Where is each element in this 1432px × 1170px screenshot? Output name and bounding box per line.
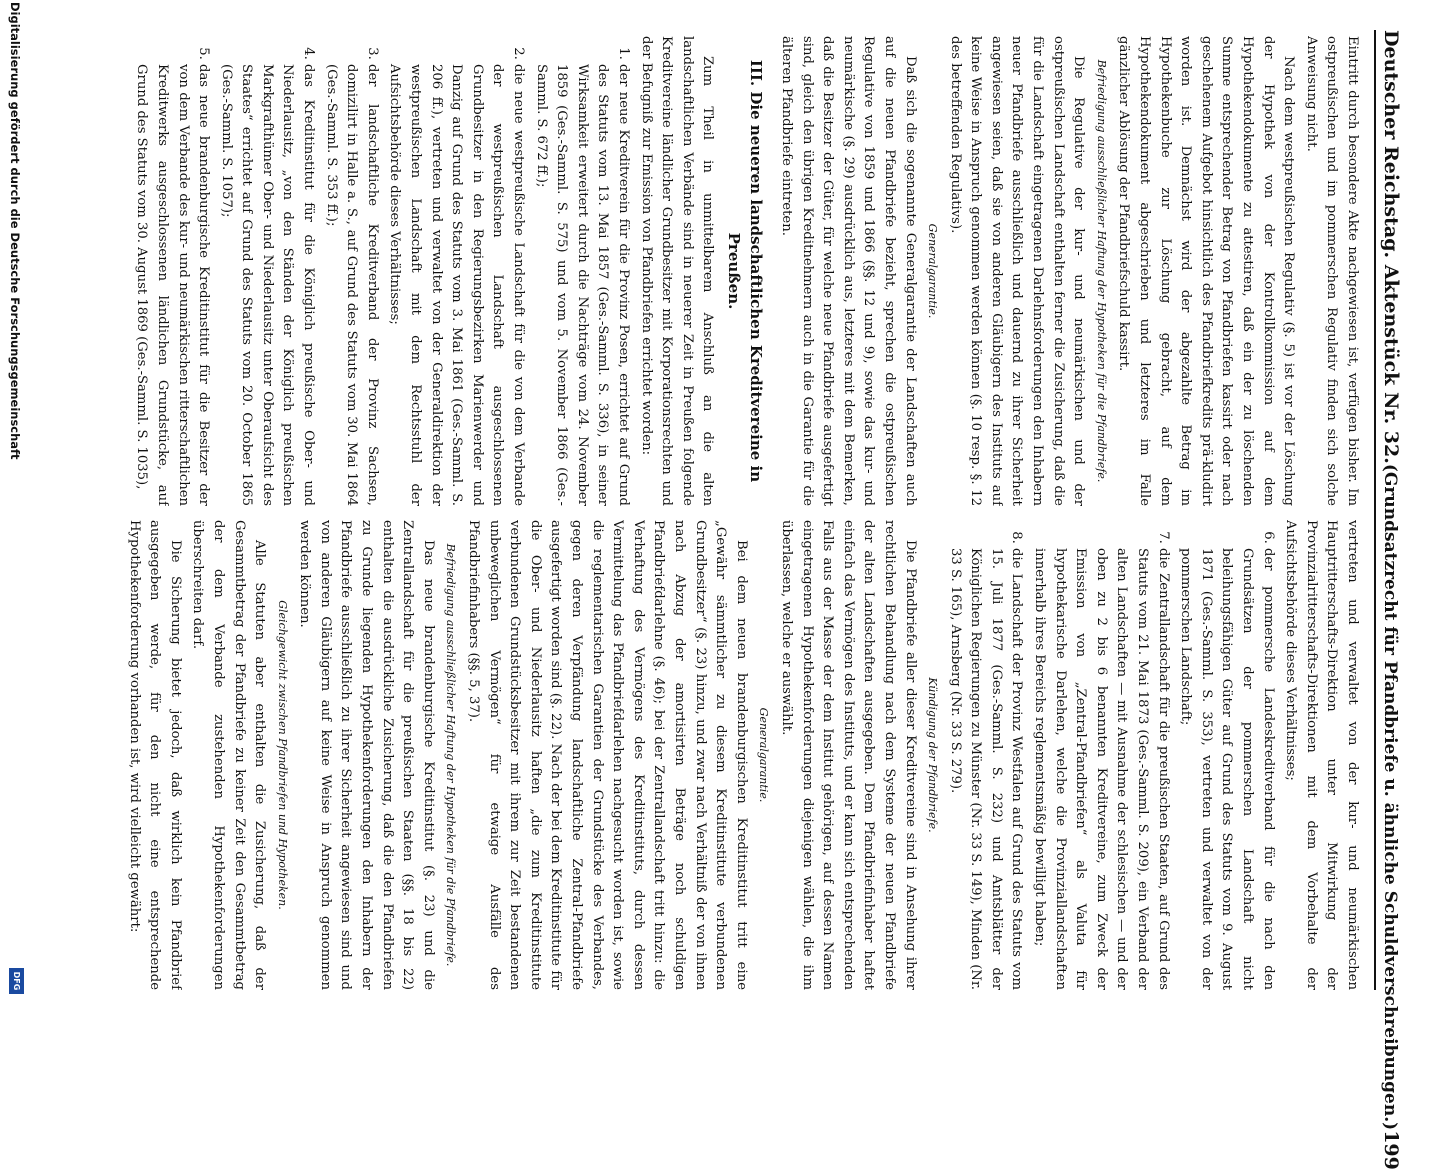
list-item: 1. der neue Kreditverein für die Provinz Posen, errichtet auf Grund des Statuts vom 13. Mai 1857 (Ges.-Samml. S. 336), in seiner Wirksamkeit erweitert durch die Nachträge vom 24. November 1859 (Ges.-Samml. S. 575) und vom 5. November 1866 (Ges.-Samml. S. 672 ff.);	[530, 64, 633, 506]
left-column	[32, 36, 1362, 506]
header-title: Deutscher Reichstag. Aktenstück Nr. 32.	[1380, 30, 1402, 464]
list-item: 8. die Landschaft der Provinz Westfalen auf Grund des Statuts vom 15. Juli 1877 (Ges.-Samml. S. 232) und Amtsblätter der Königlichen Regierungen zu Münster (Nr. 33 S. 149), Minden (Nr. 33 S. 165), Arnsberg (Nr. 33 S. 279).	[944, 548, 1026, 990]
list-item: 4. das Kreditinstitut für die Königlich preußische Ober- und Niederlausitz, „von den Ständen der Königlich preußischen Markgrafthümer Ober- und Niederlausitz unter Oberaufsicht des Staates“ errichtet auf Grund des Statuts vom 20. October 1865 (Ges.-Samml. S. 1057);	[215, 64, 318, 506]
section-title: III. Die neueren landschaftlichen Kreditvereine in Preußen.	[725, 59, 766, 483]
creditor-list-continued	[944, 520, 1278, 990]
right-column	[32, 520, 1362, 990]
page-number: 199	[1380, 1130, 1402, 1170]
running-header	[1374, 30, 1410, 1170]
paragraph: Bei dem neuen brandenburgischen Kreditinstitut tritt eine „Gewähr sämmtlicher zu diesem Kreditinstitute verbundenen Grundbesitzer“ (§. 23) hinzu, und zwar nach Verhältniß der von ihnen nach Abzug der amortisirten Beträge noch schuldigen Pfandbriefdarlehne (§. 46); bei der Zentrallandschaft tritt hinzu: die Verhaftung des Vermögens des Kreditinstituts, durch dessen Vermittelung das Pfandbriefdarlehen nachgesucht worden ist, sowie die reglementarischen Garantien der Grundstücke des Verbandes, gegen deren Verpfändung landschaftliche Zentral-Pfandbriefe ausgefertigt worden sind (§. 22). Nach der bei dem Kreditinstitute für die Ober- und Niederlausitz haften „die zum Kreditinstitute verbundenen Grundstücksbesitzer mit ihrem zur Zeit bestandenen unbeweglichen Vermögen“ für etwaige Ausfälle des Pfandbriefinhabers (§§. 5, 37).	[466, 520, 749, 990]
subheading: Befriedigung ausschließlicher Haftung der Hypotheken für die Pfandbriefe.	[444, 543, 458, 967]
list-item: 7. die Zentrallandschaft für die preußischen Staaten, auf Grund des Statuts vom 21. Mai 1873 (Ges.-Samml. S. 209), ein Verband der alten Landschaften — mit Ausnahme der schlesischen — und der oben zu 2 bis 6 benannten Kreditvereine, zum Zweck der Emission von „Zentral-Pfandbriefen“ als Valuta für hypothekarische Darlehen, welche die Provinziallandschaften innerhalb ihres Bereichs reglementsmäßig bewilligt haben;	[1029, 548, 1173, 990]
creditor-list	[131, 36, 633, 506]
paragraph: Zum Theil in unmittelbarem Anschluß an die alten landschaftlichen Verbände sind in neuerer Zeit in Preußen folgende Kreditvereine ländlicher Grundbesitzer mit Korporationsrechten und der Befugniß zur Emission von Pfandbriefen errichtet worden:	[638, 36, 716, 506]
subheading: Befriedigung ausschließlicher Haftung der Hypotheken für die Pfandbriefe.	[1094, 59, 1108, 483]
paragraph: vertreten und verwaltet von der kur- und neumärkischen Hauptritterschafts-Direktion unter Mitwirkung der Provinzialritterschafts-Direktionen mit dem Vorbehalte der Aufsichtsbehörde dieses Verhältnisses;	[1283, 520, 1360, 990]
paragraph: Die Regulative der kur- und neumärkischen und der ostpreußischen Landschaft enthalten ferner die Zusicherung, daß die für die Landschaft eingetragenen Darlehnsforderungen den Inhabern neuer Pfandbriefe ausschließlich und dauernd zu ihrer Sicherheit angewiesen seien, daß sie von anderen Gläubigern des Instituts auf keine Weise in Anspruch genommen werden können (§. 10 resp. §. 12 des betreffenden Regulativs).	[947, 36, 1087, 506]
paragraph: Die Pfandbriefe aller dieser Kreditvereine sind in Ansehung ihrer rechtlichen Behandlung nach dem Systeme der neuen Pfandbriefe der alten Landschaften ausgegeben. Dem Pfandbriefinhaber haftet einfach das Vermögen des Instituts, und er kann sich entsprechenden Falls aus der Masse der dem Institut gehörigen, auf dessen Namen eingetragenen Hypothekenforderungen diejenigen wählen, die ihm überlassen, welche er auswählt.	[778, 520, 918, 990]
paragraph: Daß sich die sogenannte Generalgarantie der Landschaften auch auf die neuen Pfandbriefe bezieht, sprechen die ostpreußischen Regulative von 1859 und 1866 (§§. 12 und 9), sowie das kur- und neumärkische (§. 29) ausdrücklich aus, letzteres mit dem Bemerken, daß die Besitzer der Güter, für welche neue Pfandbriefe ausgefertigt sind, gleich den übrigen Kreditnehmern auch in die Garantie für die älteren Pfandbriefe eintreten.	[778, 36, 918, 506]
paragraph: Die Sicherung bietet jedoch, daß wirklich kein Pfandbrief ausgegeben werde, für den nicht eine entsprechende Hypothekenforderung vorhanden ist, wird vielleicht gewährt:	[126, 520, 183, 990]
list-item: 2. die neue westpreußische Landschaft für die von dem Verbande der westpreußischen Landschaft ausgeschlossenen Grundbesitzer in den Regierungsbezirken Marienwerder und Danzig auf Grund des Statuts vom 3. Mai 1861 (Ges.-Samml. S. 206 ff.), vertreten und verwaltet von der Generaldirektion der westpreußischen Landschaft mit dem Rechtsstuhl der Aufsichtsbehörde dieses Verhältnisses;	[384, 64, 528, 506]
digitization-credit: Digitalisierung gefördert durch die Deutsche Forschungsgemeinschaft	[8, 2, 22, 460]
subheading: Generalgarantie.	[757, 707, 771, 803]
list-item: 5. das neue brandenburgische Kreditinstitut für die Besitzer der von dem Verbande des kur- und neumärkischen ritterschaftlichen Kreditwerks ausgeschlossenen ländlichen Grundstücke, auf Grund des Statuts vom 30. August 1869 (Ges.-Samml. S. 1035),	[131, 64, 213, 506]
header-subject: (Grundsatzrecht für Pfandbriefe u. ähnliche Schuldverschreibungen.)	[1380, 463, 1400, 1131]
list-item: 6. der pommersche Landeskreditverband für die nach den Grundsätzen der pommerschen Landschaft nicht beleihungsfähigen Güter auf Grund des Statuts vom 9. August 1871 (Ges.-Samml. S. 353), vertreten und verwaltet von der pommerschen Landschaft;	[1175, 548, 1278, 990]
dfg-logo: DFG	[9, 968, 24, 994]
subheading: Generalgarantie.	[926, 223, 940, 319]
paragraph: Eintritt durch besondere Akte nachgewiesen ist, verfügen bisher. Im ostpreußischen und im pommerschen Regulativ finden sich solche Anweisung nicht.	[1303, 36, 1360, 506]
subheading: Gleichgewicht zwischen Pfandbriefen und Hypotheken.	[275, 600, 289, 910]
list-item: 3. der landschaftliche Kreditverband der Provinz Sachsen, domizilirt in Halle a. S., auf Grund des Statuts vom 30. Mai 1864 (Ges.-Samml. S. 353 ff.);	[320, 64, 382, 506]
paragraph: Das neue brandenburgische Kreditinstitut (§. 23) und die Zentrallandschaft für die preußischen Staaten (§§. 18 bis 22) enthalten die ausdrückliche Zusicherung, daß die den Pfandbriefen zu Grunde liegenden Hypothekenforderungen den Inhabern der Pfandbriefe ausschließlich zu ihrer Sicherheit angewiesen sind und von anderen Gläubigern auf keine Weise in Anspruch genommen werden können.	[297, 520, 436, 990]
subheading: Kündigung der Pfandbriefe.	[926, 677, 940, 833]
paragraph: Alle Statuten aber enthalten die Zusicherung, daß der Gesammtbetrag der Pfandbriefe zu keiner Zeit den Gesammtbetrag der dem Verbande zustehenden Hypothekenforderungen überschreiten darf.	[190, 520, 268, 990]
paragraph: Nach dem westpreußischen Regulativ (§. 5) ist vor der Löschung der Hypothek von der Kontrollkommission auf dem Hypothekendokumente zu attestiren, daß ein der zu löschenden Summe entsprechender Betrag von Pfandbriefen kassirt oder nach geschehenem Aufgebot hinsichtlich des Pfandbriefkredits prä-kludirt worden ist. Demnächst wird der abgezahlte Betrag im Hypothekenbuche zur Löschung gebracht, auf dem Hypothekendokument abgeschrieben und letzteres im Falle gänzlicher Ablösung der Pfandbriefschuld kassirt.	[1116, 36, 1297, 506]
